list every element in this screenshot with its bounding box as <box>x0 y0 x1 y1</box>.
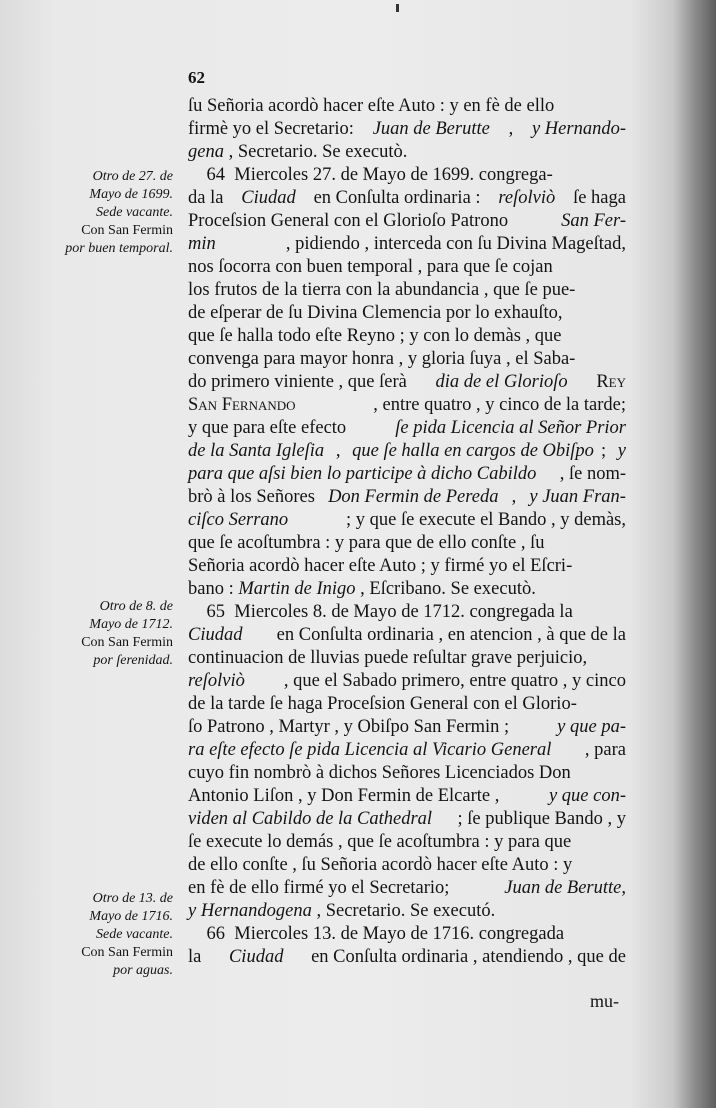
text-segment: en Conſulta ordinaria , en atencion , à que de la <box>272 625 626 645</box>
text-line <box>188 302 626 325</box>
text-segment: nos ſocorra con buen temporal , para que ſe cojan <box>188 257 553 277</box>
margin-note-line: Mayo de 1712. <box>89 617 173 632</box>
text-line <box>188 233 626 256</box>
text-segment: Don Fermin de Pereda <box>328 487 499 507</box>
text-segment: que ſe halla todo eſte Reyno ; y con lo demàs , que <box>188 326 562 346</box>
text-segment: , para <box>580 740 626 760</box>
main-text-column <box>188 95 626 969</box>
text-segment: ciſco Serrano <box>188 510 289 530</box>
text-segment: de la Santa Igleſia <box>188 441 325 461</box>
text-segment: y que pa- <box>557 717 626 737</box>
text-segment: , Eſcribano. Se executò. <box>355 579 536 599</box>
text-segment: bano : <box>188 579 239 599</box>
text-line <box>188 509 626 532</box>
margin-note-line: por aguas. <box>113 963 173 978</box>
margin-note-line: Sede vacante. <box>96 205 173 220</box>
text-line <box>188 210 626 233</box>
text-segment: Señoria acordò hacer eſte Auto ; y firmé yo el Eſcri- <box>188 556 573 576</box>
margin-note-line: Sede vacante. <box>96 927 173 942</box>
text-line <box>188 854 626 877</box>
text-line <box>188 601 626 624</box>
ink-speck <box>396 4 399 12</box>
text-segment: ; y que ſe execute el Bando , y demàs, <box>346 510 626 530</box>
text-segment: ſe execute lo demás , que ſe acoſtumbra : y para que <box>188 832 572 852</box>
margin-note-line: Otro de 13. de <box>92 891 173 906</box>
text-segment: gena <box>188 142 224 162</box>
text-segment: 66 Miercoles 13. de Mayo de 1716. congregada <box>188 924 565 944</box>
text-segment: viden al Cabildo de la Cathedral <box>188 809 433 829</box>
text-segment: y Juan Fran- <box>529 487 626 507</box>
text-segment: y que para eſte efecto <box>188 418 351 438</box>
text-segment: de eſperar de ſu Divina Clemencia por lo exhauſto, <box>188 303 563 323</box>
text-line <box>188 624 626 647</box>
margin-note-line: por ſerenidad. <box>93 653 173 668</box>
text-segment: Ciudad <box>188 625 243 645</box>
text-segment: y que con- <box>548 786 626 806</box>
text-segment: cuyo fin nombrò à dichos Señores Licenciados Don <box>188 763 571 783</box>
text-line <box>188 325 626 348</box>
text-line <box>188 279 626 302</box>
text-segment: ſe pida Licencia al Señor Prior <box>395 418 626 438</box>
text-segment: San Fer- <box>561 211 626 231</box>
text-segment: ; <box>600 441 611 461</box>
text-line <box>188 463 626 486</box>
text-segment: Martin de Inigo <box>238 579 356 599</box>
text-line <box>188 831 626 854</box>
text-line <box>188 532 626 555</box>
margin-note-line: por buen temporal. <box>65 241 173 256</box>
text-segment: do primero viniente , que ſerà <box>188 372 412 392</box>
text-line <box>188 371 626 394</box>
text-line <box>188 95 626 118</box>
text-line <box>188 693 626 716</box>
margin-note-line: Mayo de 1699. <box>89 187 173 202</box>
text-segment: reſolviò <box>188 671 245 691</box>
text-segment: Ciudad <box>228 947 284 967</box>
text-line <box>188 785 626 808</box>
text-segment: Rey <box>591 372 626 392</box>
margin-note-1716 <box>40 890 173 980</box>
text-segment: dia de el Glorioſo <box>435 372 568 392</box>
margin-note-1712 <box>40 598 173 670</box>
margin-note-line: Mayo de 1716. <box>89 909 173 924</box>
text-segment: San Fernando <box>188 395 296 415</box>
text-segment: de la tarde ſe haga Proceſsion General con el Glorio- <box>188 694 577 714</box>
text-segment: ra eſte efecto ſe pida Licencia al Vicario General <box>188 740 552 760</box>
text-line <box>188 900 626 923</box>
margin-note-line: Otro de 8. de <box>99 599 173 614</box>
text-segment: ; ſe publique Bando , y <box>452 809 626 829</box>
text-segment: , Secretario. Se executó. <box>311 901 496 921</box>
text-line <box>188 670 626 693</box>
text-segment: los frutos de la tierra con la abundancia , que ſe pue- <box>188 280 576 300</box>
text-segment: da la <box>188 188 229 208</box>
text-segment: que ſe halla en cargos de Obiſpo <box>352 441 594 461</box>
text-segment: Juan de Berutte <box>372 119 490 139</box>
text-line <box>188 486 626 509</box>
text-segment: de ello conſte , ſu Señoria acordò hacer eſte Auto : y <box>188 855 573 875</box>
text-line <box>188 647 626 670</box>
text-line <box>188 440 626 463</box>
text-segment: , ſe nom- <box>555 464 626 484</box>
margin-note-line: Con San Fermin <box>81 945 173 960</box>
text-line <box>188 555 626 578</box>
text-segment: que ſe acoſtumbra : y para que de ello conſte , ſu <box>188 533 545 553</box>
text-segment: Antonio Liſon , y Don Fermin de Elcarte , <box>188 786 504 806</box>
margin-note-1699 <box>40 168 173 258</box>
text-segment: Proceſsion General con el Glorioſo Patrono <box>188 211 513 231</box>
text-line <box>188 187 626 210</box>
text-segment: , que el Sabado primero, entre quatro , y cinco <box>279 671 626 691</box>
text-segment: , <box>506 487 521 507</box>
text-line <box>188 762 626 785</box>
text-segment: , entre quatro , y cinco de la tarde; <box>368 395 626 415</box>
text-segment: para que aſsi bien lo participe à dicho Cabildo <box>188 464 537 484</box>
text-segment: continuacion de lluvias puede reſultar grave perjuicio, <box>188 648 588 668</box>
text-segment: reſolviò <box>498 188 556 208</box>
text-line <box>188 348 626 371</box>
text-segment: en fè de ello firmé yo el Secretario; <box>188 878 455 898</box>
text-segment: ſe haga <box>568 188 626 208</box>
text-segment: brò à los Señores <box>188 487 320 507</box>
text-line <box>188 164 626 187</box>
text-segment: la <box>188 947 206 967</box>
text-segment: , Secretario. Se executò. <box>223 142 408 162</box>
text-line <box>188 394 626 417</box>
text-line <box>188 141 626 164</box>
text-segment: 65 Miercoles 8. de Mayo de 1712. congregada la <box>188 602 573 622</box>
page-number: 62 <box>188 68 205 87</box>
text-line <box>188 808 626 831</box>
text-segment: y Hernando- <box>531 119 626 139</box>
margin-note-line: Otro de 27. de <box>92 169 173 184</box>
text-line <box>188 256 626 279</box>
text-line <box>188 118 626 141</box>
text-segment: ſu Señoria acordò hacer eſte Auto : y en fè de ello <box>188 96 555 116</box>
text-segment: Ciudad <box>241 188 296 208</box>
text-line <box>188 716 626 739</box>
text-segment: Juan de Berutte, <box>504 878 626 898</box>
text-segment: y <box>617 441 626 461</box>
text-segment: en Conſulta ordinaria , atendiendo , que de <box>306 947 626 967</box>
catchword: mu- <box>590 991 619 1011</box>
text-line <box>188 923 626 946</box>
text-segment: ſo Patrono , Martyr , y Obiſpo San Fermin ; <box>188 717 514 737</box>
text-segment: firmè yo el Secretario: <box>188 119 359 139</box>
text-line <box>188 739 626 762</box>
text-segment: , pidiendo , interceda con ſu Divina Mageſtad, <box>281 234 626 254</box>
text-segment: 64 Miercoles 27. de Mayo de 1699. congrega- <box>188 165 553 185</box>
text-segment: convenga para mayor honra , y gloria ſuya , el Saba- <box>188 349 576 369</box>
text-segment: y Hernandogena <box>188 901 312 921</box>
text-segment: min <box>188 234 216 254</box>
margin-note-line: Con San Fermin <box>81 223 173 238</box>
text-line <box>188 417 626 440</box>
text-line <box>188 877 626 900</box>
text-line <box>188 946 626 969</box>
text-segment: , <box>503 119 518 139</box>
text-segment: , <box>331 441 346 461</box>
text-line <box>188 578 626 601</box>
margin-note-line: Con San Fermin <box>81 635 173 650</box>
text-segment: en Conſulta ordinaria : <box>308 188 486 208</box>
